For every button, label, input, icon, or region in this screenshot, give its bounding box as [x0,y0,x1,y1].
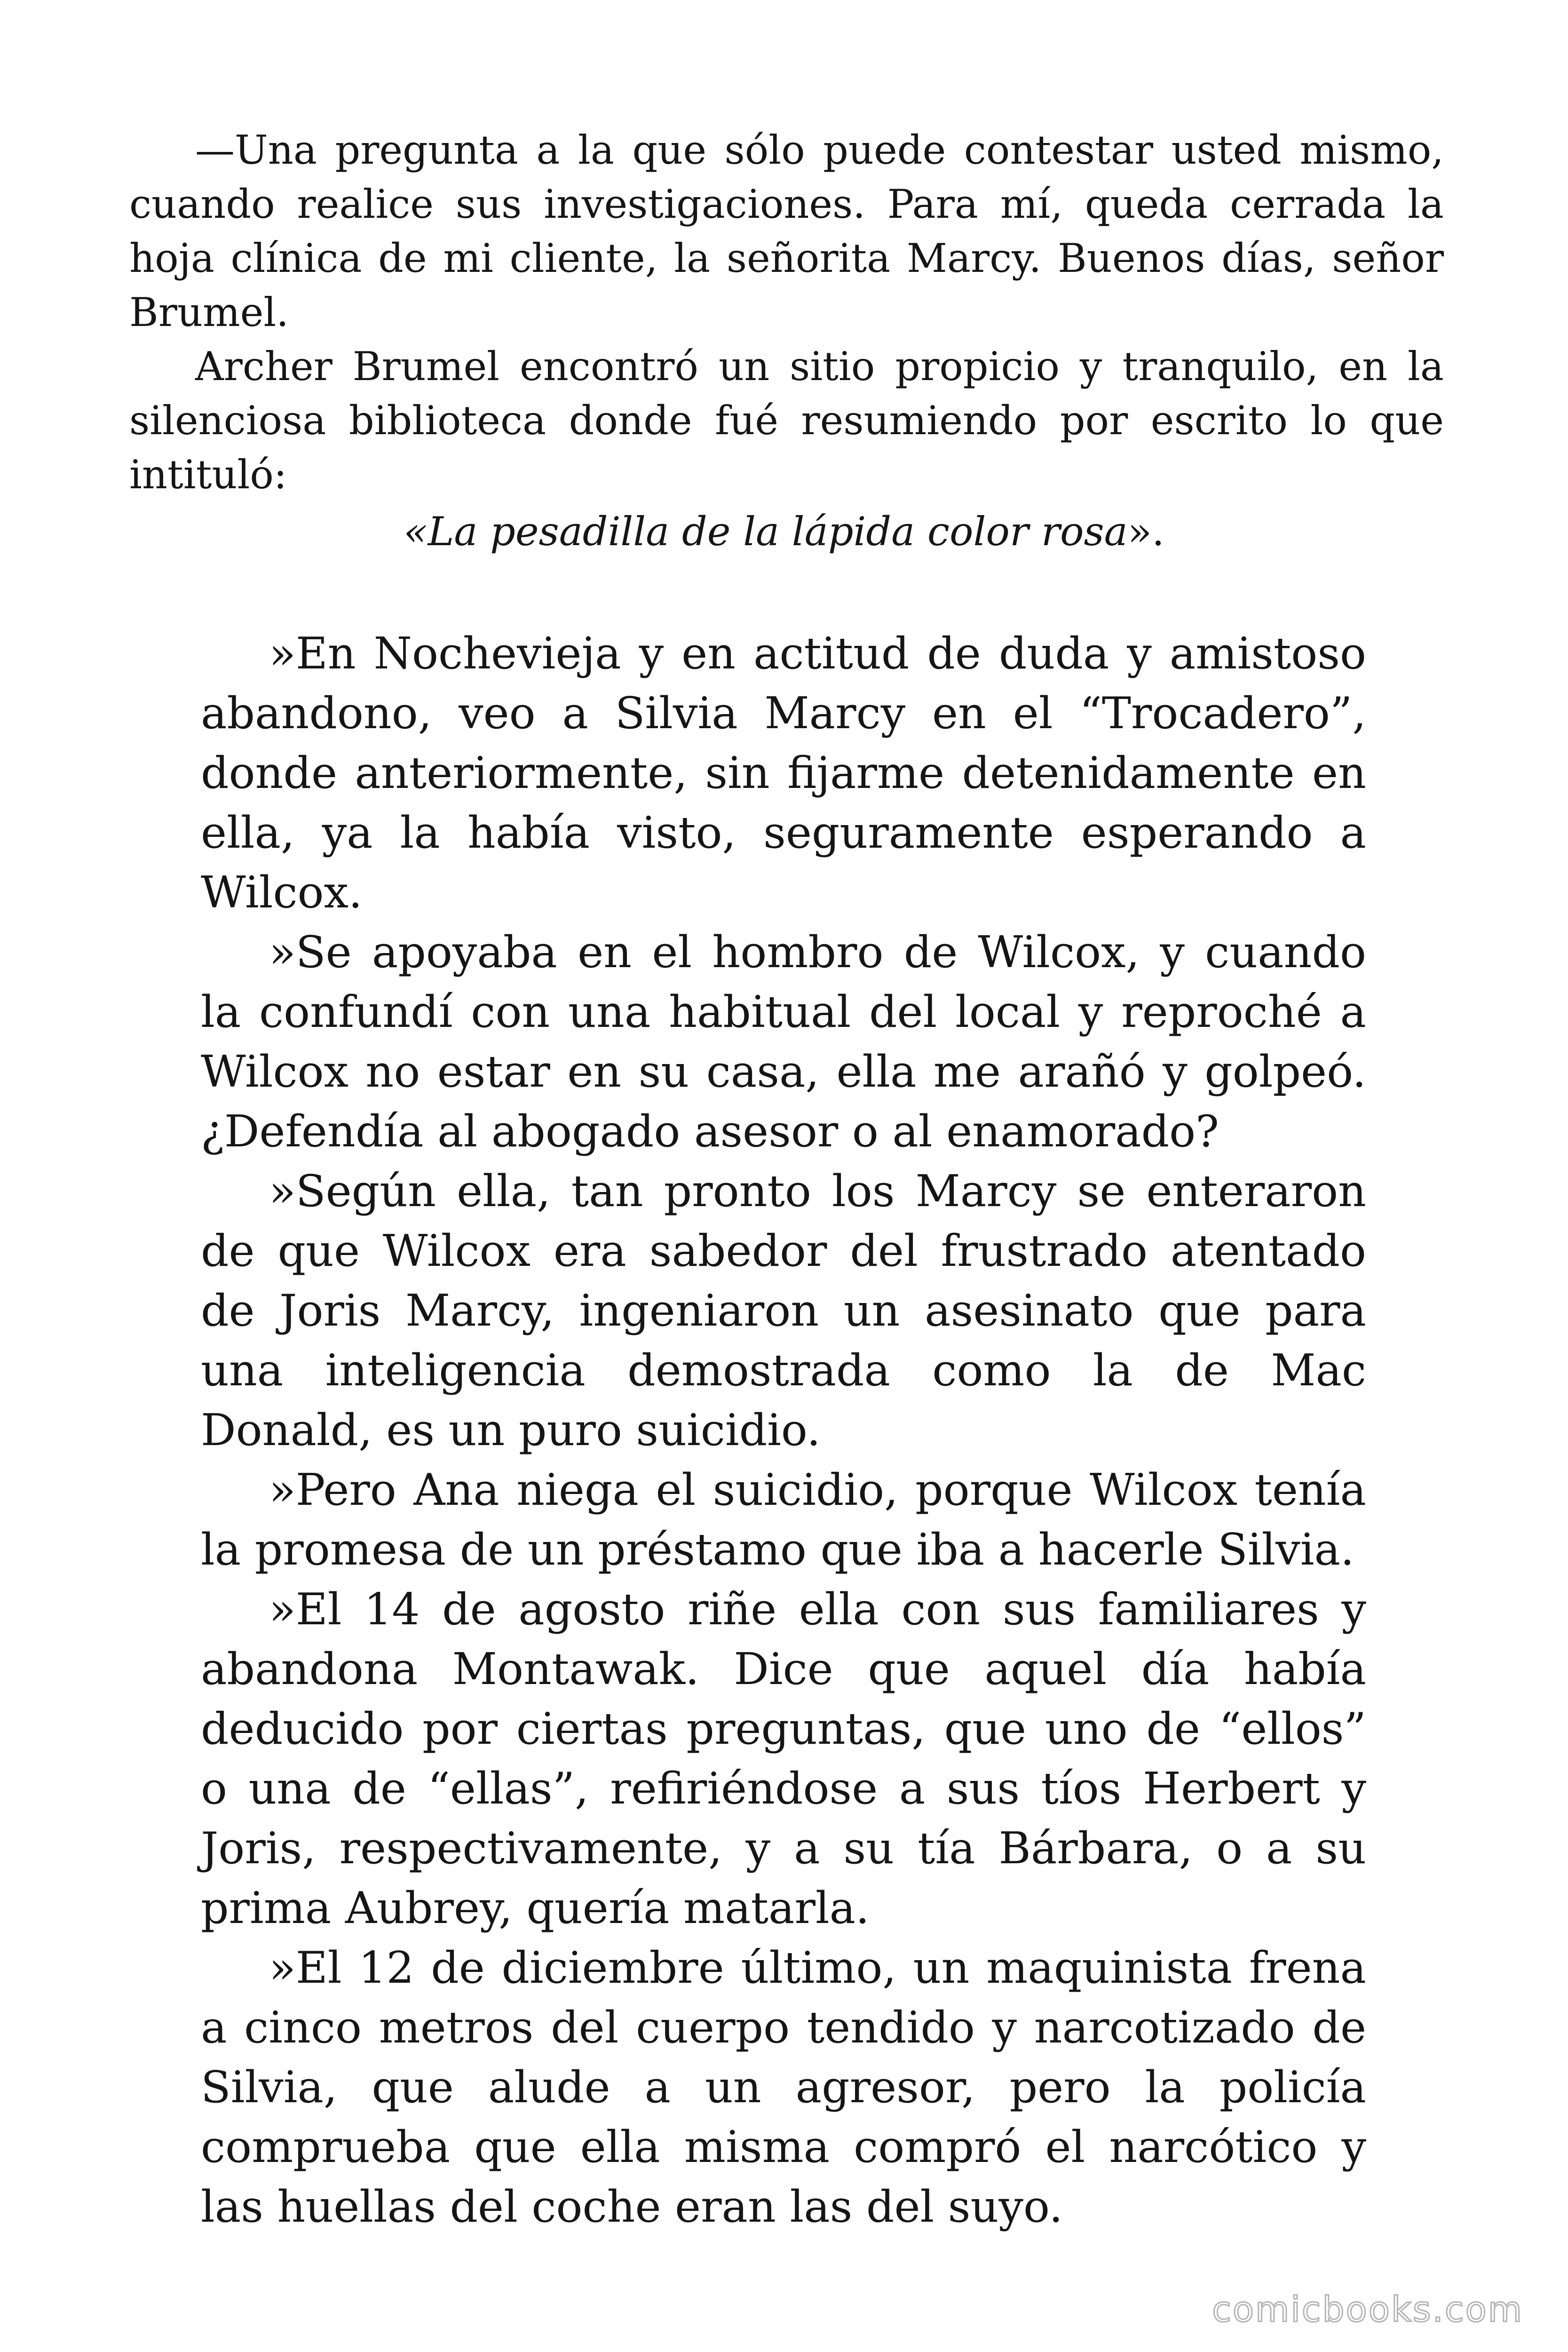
summary-paragraph: »Según ella, tan pronto los Marcy se enteraron de que Wilcox era sabedor del frustrado atentado de Joris Marcy, ingeniaron un asesinato que para una inteligencia demostrada como la de Mac Donald, es un puro suicidio. [201,1166,1366,1455]
summary-paragraph: »El 14 de agosto riñe ella con sus familiares y abandona Montawak. Dice que aquel día había deducido por ciertas preguntas, que uno de “ellos” o una de “ellas”, refiriéndose a sus tíos Herbert y Joris, respectivamente, y a su tía Bárbara, o a su prima Aubrey, quería matarla. [201,1584,1366,1933]
watermark: comicbooks.com [1212,2289,1523,2330]
dialogue-paragraph: —Una pregunta a la que sólo puede contestar usted mismo, cuando realice sus investigaciones. Para mí, queda cerrada la hoja clínica de mi cliente, la señorita Marcy. Buenos días, señor Brumel. [129,127,1444,335]
summary-paragraph: »En Nochevieja y en actitud de duda y amistoso abandono, veo a Silvia Marcy en el “Trocadero”, donde anteriormente, sin fijarme detenidamente en ella, ya la había visto, seguramente esperando a Wilcox. [201,628,1366,918]
summary-text [201,624,1366,2237]
document-title [0,506,1568,557]
narration-paragraph: Archer Brumel encontró un sitio propicio y tranquilo, en la silenciosa biblioteca donde fué resumiendo por escrito lo que intituló: [129,343,1444,498]
title-close-quote: ». [1127,509,1164,555]
title-open-quote: « [404,509,428,555]
summary-paragraph: »El 12 de diciembre último, un maquinista frena a cinco metros del cuerpo tendido y narcotizado de Silvia, que alude a un agresor, pero la policía comprueba que ella misma compró el narcótico y las huellas del coche eran las del suyo. [201,1942,1366,2232]
summary-paragraph: »Se apoyaba en el hombro de Wilcox, y cuando la confundí con una habitual del local y reproché a Wilcox no estar en su casa, ella me arañó y golpeó. ¿Defendía al abogado asesor o al enamorado? [201,927,1366,1157]
opening-text [129,123,1444,502]
title-text: La pesadilla de la lápida color rosa [428,509,1128,555]
summary-paragraph: »Pero Ana niega el suicidio, porque Wilcox tenía la promesa de un préstamo que iba a hacerle Silvia. [201,1464,1366,1575]
